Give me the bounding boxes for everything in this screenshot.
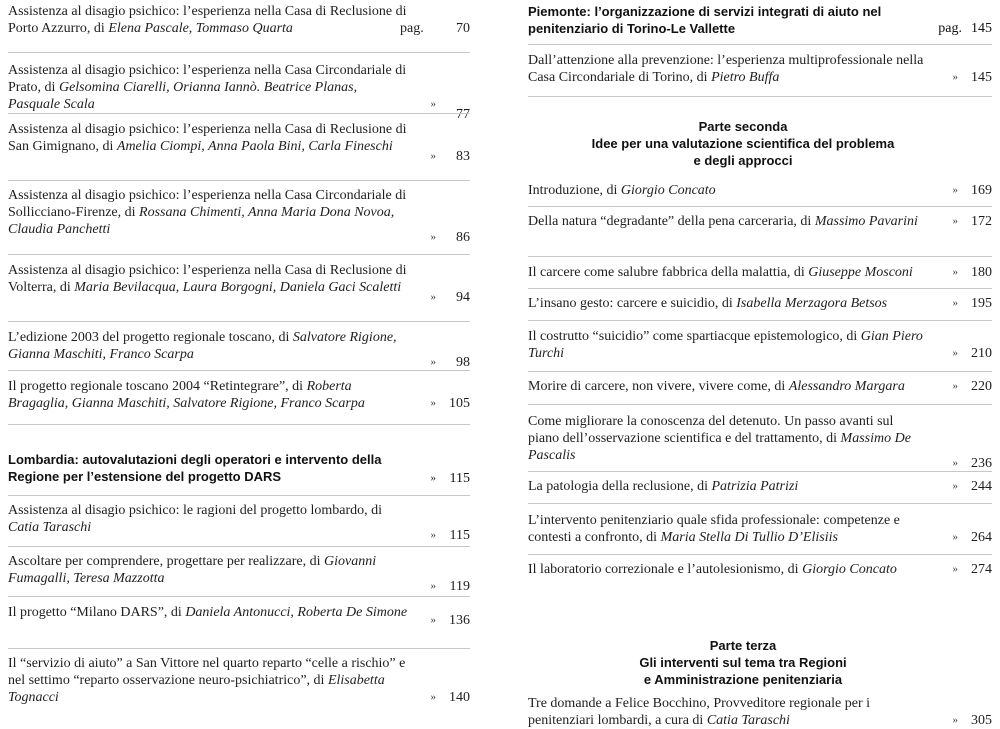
entry-authors: Rossana Chimenti, Anna Maria Dona Novoa, Claudia Panchetti xyxy=(8,205,395,237)
ditto-mark: » xyxy=(952,266,958,278)
pag-label: pag. xyxy=(938,21,962,36)
ditto-mark: » xyxy=(430,397,436,409)
page-number: 140 xyxy=(449,690,470,705)
entry-title: L’insano gesto: carcere e suicidio, di xyxy=(528,296,737,311)
toc-entry[interactable] xyxy=(528,478,992,495)
toc-entry[interactable] xyxy=(8,3,470,37)
divider xyxy=(528,471,992,472)
divider xyxy=(528,320,992,321)
entry-authors: Maria Bevilacqua, Laura Borgogni, Daniela Gaci Scaletti xyxy=(74,280,402,295)
page-number: 236 xyxy=(971,456,992,471)
ditto-mark: » xyxy=(952,184,958,196)
page-number: 305 xyxy=(971,713,992,728)
ditto-mark: » xyxy=(430,98,436,110)
entry-title: Ascoltare per comprendere, progettare per realizzare, di xyxy=(8,554,324,569)
part-subtitle: Gli interventi sul tema tra Regioni xyxy=(639,655,847,670)
part-heading xyxy=(528,637,958,688)
page-number: 145 xyxy=(971,70,992,85)
entry-authors: Giorgio Concato xyxy=(802,562,897,577)
page-number: 172 xyxy=(971,214,992,229)
page-number: 83 xyxy=(456,149,470,164)
divider xyxy=(8,254,470,255)
divider xyxy=(8,52,470,53)
ditto-mark: » xyxy=(430,356,436,368)
toc-entry[interactable] xyxy=(528,182,992,199)
part-title: Parte terza xyxy=(709,638,777,653)
divider xyxy=(528,44,992,45)
entry-authors: Gian Piero Turchi xyxy=(528,329,923,361)
section-heading[interactable] xyxy=(528,3,992,37)
toc-entry[interactable] xyxy=(8,121,470,164)
ditto-mark: » xyxy=(430,150,436,162)
entry-title: L’intervento penitenziario quale sfida professionale: competenze e contesti a confronto, di xyxy=(528,513,900,545)
toc-entry[interactable] xyxy=(528,264,992,281)
toc-entry[interactable] xyxy=(8,262,470,305)
entry-title: Assistenza al disagio psichico: l’esperienza nella Casa di Reclusione di Volterra, di xyxy=(8,263,407,295)
page-number: 86 xyxy=(456,230,470,245)
entry-authors: Isabella Merzagora Betsos xyxy=(736,296,888,311)
divider xyxy=(528,371,992,372)
toc-entry[interactable] xyxy=(528,561,992,578)
divider xyxy=(528,554,992,555)
page-number: 136 xyxy=(449,613,470,628)
page-number: 98 xyxy=(456,355,470,370)
section-title: Piemonte: l’organizzazione di servizi integrati di aiuto nel penitenziario di Torino-Le Vallette xyxy=(528,4,882,36)
entry-authors: Amelia Ciompi, Anna Paola Bini, Carla Fineschi xyxy=(116,139,393,154)
entry-authors: Catia Taraschi xyxy=(8,520,92,535)
ditto-mark: » xyxy=(430,291,436,303)
toc-entry[interactable] xyxy=(8,62,470,122)
entry-authors: Giorgio Concato xyxy=(620,183,716,198)
entry-authors: Elena Pascale, Tommaso Quarta xyxy=(108,21,293,36)
page-number: 244 xyxy=(971,479,992,494)
divider xyxy=(8,113,470,114)
divider xyxy=(8,596,470,597)
toc-entry[interactable] xyxy=(528,378,992,395)
divider xyxy=(8,321,470,322)
page-number: 119 xyxy=(449,579,470,594)
ditto-mark: » xyxy=(430,472,436,484)
entry-authors: Salvatore Rigione, Gianna Maschiti, Franco Scarpa xyxy=(8,330,397,362)
part-heading xyxy=(528,118,958,169)
ditto-mark: » xyxy=(952,563,958,575)
ditto-mark: » xyxy=(430,580,436,592)
entry-title: Assistenza al disagio psichico: l’esperienza nella Casa di Reclusione di Porto Azzurro, di xyxy=(8,4,407,36)
page-number: 77 xyxy=(456,107,470,122)
toc-entry[interactable] xyxy=(8,329,470,370)
entry-title: Il progetto regionale toscano 2004 “Retintegrare”, di xyxy=(8,379,307,394)
entry-authors: Pietro Buffa xyxy=(711,70,780,85)
page-number: 210 xyxy=(971,346,992,361)
toc-entry[interactable] xyxy=(528,512,992,546)
page-number: 274 xyxy=(971,562,992,577)
divider xyxy=(528,206,992,207)
entry-title: Il laboratorio correzionale e l’autolesionismo, di xyxy=(528,562,803,577)
toc-entry[interactable] xyxy=(8,187,470,245)
page-number: 264 xyxy=(971,530,992,545)
entry-title: Introduzione, di xyxy=(528,183,621,198)
page-number: 94 xyxy=(456,290,470,305)
entry-title: Come migliorare la conoscenza del detenuto. Un passo avanti sul piano dell’osservazione scientifica e del trattamento, di xyxy=(528,414,894,446)
divider xyxy=(8,180,470,181)
entry-authors: Giovanni Fumagalli, Teresa Mazzotta xyxy=(8,554,377,586)
toc-entry[interactable] xyxy=(8,655,470,706)
entry-authors: Massimo De Pascalis xyxy=(528,431,911,463)
toc-entry[interactable] xyxy=(528,295,992,312)
entry-authors: Daniela Antonucci, Roberta De Simone xyxy=(185,605,408,620)
pag-label: pag. xyxy=(400,21,424,36)
ditto-mark: » xyxy=(952,71,958,83)
page-number: 70 xyxy=(456,21,470,36)
toc-entry[interactable] xyxy=(528,213,992,230)
entry-title: Della natura “degradante” della pena carceraria, di xyxy=(528,214,815,229)
part-title: Parte seconda xyxy=(698,119,788,134)
toc-entry[interactable] xyxy=(528,52,992,86)
toc-entry[interactable] xyxy=(528,413,992,471)
part-subtitle: e degli approcci xyxy=(693,153,793,168)
page-number: 220 xyxy=(971,379,992,394)
entry-title: Morire di carcere, non vivere, vivere come, di xyxy=(528,379,789,394)
part-subtitle: e Amministrazione penitenziaria xyxy=(643,672,843,687)
entry-authors: Massimo Pavarini xyxy=(814,214,918,229)
entry-title: Il costrutto “suicidio” come spartiacque epistemologico, di xyxy=(528,329,861,344)
ditto-mark: » xyxy=(952,380,958,392)
ditto-mark: » xyxy=(952,714,958,726)
divider xyxy=(8,370,470,371)
divider xyxy=(8,648,470,649)
entry-title: Il “servizio di aiuto” a San Vittore nel quarto reparto “celle a rischio” e nel settimo “reparto osservazione neuro-psichiatrico”, di xyxy=(8,656,406,688)
section-title: Lombardia: autovalutazioni degli operatori e intervento della Regione per l’estensione del progetto DARS xyxy=(8,452,382,484)
entry-authors: Maria Stella Di Tullio D’Elisiis xyxy=(660,530,838,545)
entry-title: Assistenza al disagio psichico: l’esperienza nella Casa Circondariale di Sollicciano-Firenze, di xyxy=(8,188,407,220)
divider xyxy=(528,404,992,405)
divider xyxy=(8,424,470,425)
toc-entry[interactable] xyxy=(528,328,992,362)
page-number: 145 xyxy=(971,21,992,36)
page-number: 105 xyxy=(449,396,470,411)
section-heading[interactable] xyxy=(8,451,470,485)
entry-title: Dall’attenzione alla prevenzione: l’esperienza multiprofessionale nella Casa Circondariale di Torino, di xyxy=(528,53,924,85)
entry-title: Assistenza al disagio psichico: l’esperienza nella Casa Circondariale di Prato, di xyxy=(8,63,407,95)
entry-authors: Roberta Bragaglia, Gianna Maschiti, Salvatore Rigione, Franco Scarpa xyxy=(8,379,365,411)
page-number: 169 xyxy=(971,183,992,198)
entry-title: Assistenza al disagio psichico: l’esperienza nella Casa di Reclusione di San Gimignano, di xyxy=(8,122,407,154)
toc-entry[interactable] xyxy=(8,604,470,628)
toc-entry[interactable] xyxy=(528,695,992,729)
divider xyxy=(528,96,992,97)
entry-title: Tre domande a Felice Bocchino, Provveditore regionale per i penitenziari lombardi, a cura di xyxy=(528,696,870,728)
entry-title: Assistenza al disagio psichico: le ragioni del progetto lombardo, di xyxy=(8,503,383,518)
toc-entry[interactable] xyxy=(8,502,470,543)
entry-authors: Alessandro Margara xyxy=(788,379,905,394)
part-subtitle: Idee per una valutazione scientifica del problema xyxy=(591,136,895,151)
toc-entry[interactable] xyxy=(8,553,470,594)
divider xyxy=(8,546,470,547)
toc-entry[interactable] xyxy=(8,378,470,412)
divider xyxy=(528,256,992,257)
ditto-mark: » xyxy=(952,215,958,227)
ditto-mark: » xyxy=(430,231,436,243)
divider xyxy=(528,503,992,504)
entry-authors: Patrizia Patrizi xyxy=(711,479,799,494)
entry-authors: Giuseppe Mosconi xyxy=(808,265,913,280)
entry-title: Il carcere come salubre fabbrica della malattia, di xyxy=(528,265,809,280)
page-number: 180 xyxy=(971,265,992,280)
divider xyxy=(8,495,470,496)
entry-authors: Gelsomina Ciarelli, Orianna Iannò. Beatrice Planas, Pasquale Scala xyxy=(8,80,358,112)
entry-authors: Elisabetta Tognacci xyxy=(8,673,385,705)
entry-title: La patologia della reclusione, di xyxy=(528,479,712,494)
ditto-mark: » xyxy=(430,529,436,541)
ditto-mark: » xyxy=(952,347,958,359)
page-number: 115 xyxy=(449,471,470,486)
ditto-mark: » xyxy=(952,480,958,492)
divider xyxy=(528,288,992,289)
ditto-mark: » xyxy=(430,691,436,703)
ditto-mark: » xyxy=(952,457,958,469)
ditto-mark: » xyxy=(952,531,958,543)
page-number: 115 xyxy=(449,528,470,543)
ditto-mark: » xyxy=(952,297,958,309)
ditto-mark: » xyxy=(430,614,436,626)
entry-authors: Catia Taraschi xyxy=(706,713,790,728)
page-number: 195 xyxy=(971,296,992,311)
entry-title: L’edizione 2003 del progetto regionale toscano, di xyxy=(8,330,293,345)
entry-title: Il progetto “Milano DARS”, di xyxy=(8,605,186,620)
